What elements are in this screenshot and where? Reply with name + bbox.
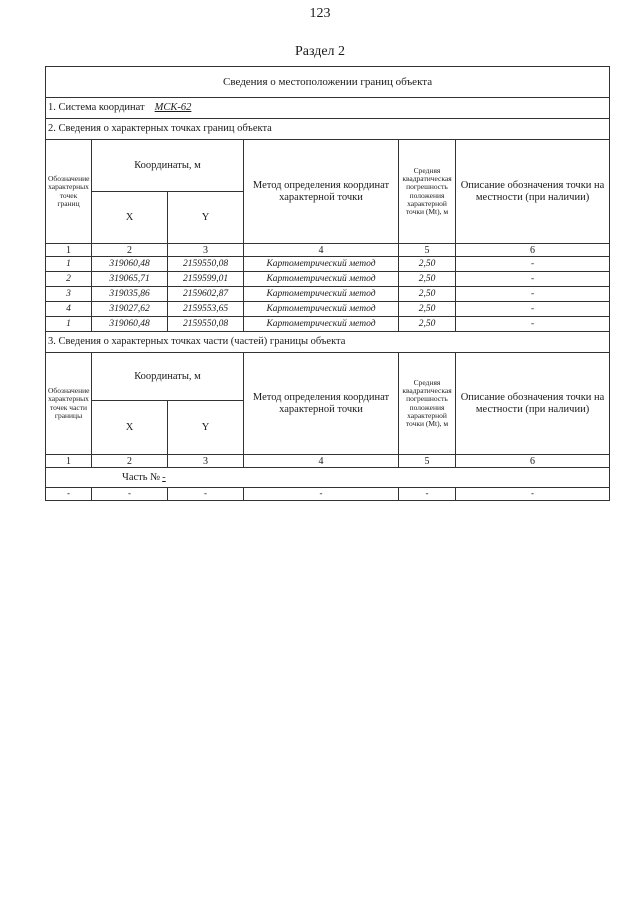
point-number: 3: [46, 287, 92, 302]
part-cell: [46, 468, 610, 488]
header-y: Y: [168, 401, 244, 455]
section3-title: 3. Сведения о характерных точках части (частей) границы объекта: [46, 332, 610, 353]
table-row: [46, 257, 610, 272]
part-label: Часть №: [122, 471, 161, 483]
point-description: -: [456, 287, 610, 302]
point-method: Картометрический метод: [244, 272, 399, 287]
column-number: 5: [399, 244, 456, 257]
point-x: 319060,48: [92, 317, 168, 332]
point-x: 319060,48: [92, 257, 168, 272]
point-description: -: [456, 317, 610, 332]
header-method: Метод определения координат характерной точки: [244, 353, 399, 455]
column-number: 1: [46, 244, 92, 257]
point-description: -: [456, 257, 610, 272]
point-method: Картометрический метод: [244, 287, 399, 302]
point-y: 2159599,01: [168, 272, 244, 287]
column-number: 1: [46, 455, 92, 468]
boundaries-table: [45, 66, 610, 501]
header-error: Средняя квадратическая погрешность положения характерной точки (Mt), м: [399, 140, 456, 244]
column-number: 4: [244, 455, 399, 468]
header-description: Описание обозначения точки на местности (при наличии): [456, 353, 610, 455]
empty-cell: -: [399, 488, 456, 501]
header-x: X: [92, 192, 168, 244]
part-row: [46, 468, 610, 488]
header-part-point-label: Обозначение характерных точек части границы: [46, 353, 92, 455]
point-error: 2,50: [399, 317, 456, 332]
point-x: 319035,86: [92, 287, 168, 302]
coord-system-row: [46, 98, 610, 119]
column-number: 6: [456, 244, 610, 257]
point-number: 1: [46, 317, 92, 332]
column-number: 3: [168, 244, 244, 257]
point-error: 2,50: [399, 272, 456, 287]
point-method: Картометрический метод: [244, 317, 399, 332]
point-error: 2,50: [399, 257, 456, 272]
point-x: 319027,62: [92, 302, 168, 317]
column-number: 6: [456, 455, 610, 468]
table-row: [46, 488, 610, 501]
point-y: 2159602,87: [168, 287, 244, 302]
point-y: 2159550,08: [168, 317, 244, 332]
empty-cell: -: [92, 488, 168, 501]
header-method: Метод определения координат характерной точки: [244, 140, 399, 244]
point-number: 1: [46, 257, 92, 272]
column-number: 2: [92, 455, 168, 468]
header-y: Y: [168, 192, 244, 244]
coord-system-value: МСК-62: [154, 102, 192, 114]
header-description: Описание обозначения точки на местности (при наличии): [456, 140, 610, 244]
table-row: [46, 302, 610, 317]
section-title: Раздел 2: [294, 44, 346, 59]
header-coords: Координаты, м: [92, 140, 244, 192]
part-number: -: [162, 471, 166, 483]
point-error: 2,50: [399, 287, 456, 302]
header-x: X: [92, 401, 168, 455]
point-x: 319065,71: [92, 272, 168, 287]
header-error: Средняя квадратическая погрешность положения характерной точки (Mt), м: [399, 353, 456, 455]
column-number: 5: [399, 455, 456, 468]
column-number: 3: [168, 455, 244, 468]
coord-system-label: 1. Система координат: [48, 102, 145, 114]
table-title: Сведения о местоположении границ объекта: [46, 67, 610, 98]
point-number: 4: [46, 302, 92, 317]
empty-cell: -: [46, 488, 92, 501]
page-number: 123: [309, 6, 331, 21]
point-description: -: [456, 302, 610, 317]
empty-cell: -: [244, 488, 399, 501]
header-coords: Координаты, м: [92, 353, 244, 401]
table-row: [46, 317, 610, 332]
header-point-label: Обозначение характерных точек границ: [46, 140, 92, 244]
column-number: 4: [244, 244, 399, 257]
table-row: [46, 272, 610, 287]
point-error: 2,50: [399, 302, 456, 317]
table-row: [46, 287, 610, 302]
column-numbers-row: [46, 244, 610, 257]
point-y: 2159553,65: [168, 302, 244, 317]
column-numbers-row: [46, 455, 610, 468]
point-method: Картометрический метод: [244, 257, 399, 272]
point-method: Картометрический метод: [244, 302, 399, 317]
point-description: -: [456, 272, 610, 287]
column-number: 2: [92, 244, 168, 257]
section2-title: 2. Сведения о характерных точках границ объекта: [46, 119, 610, 140]
point-y: 2159550,08: [168, 257, 244, 272]
point-number: 2: [46, 272, 92, 287]
empty-cell: -: [456, 488, 610, 501]
empty-cell: -: [168, 488, 244, 501]
